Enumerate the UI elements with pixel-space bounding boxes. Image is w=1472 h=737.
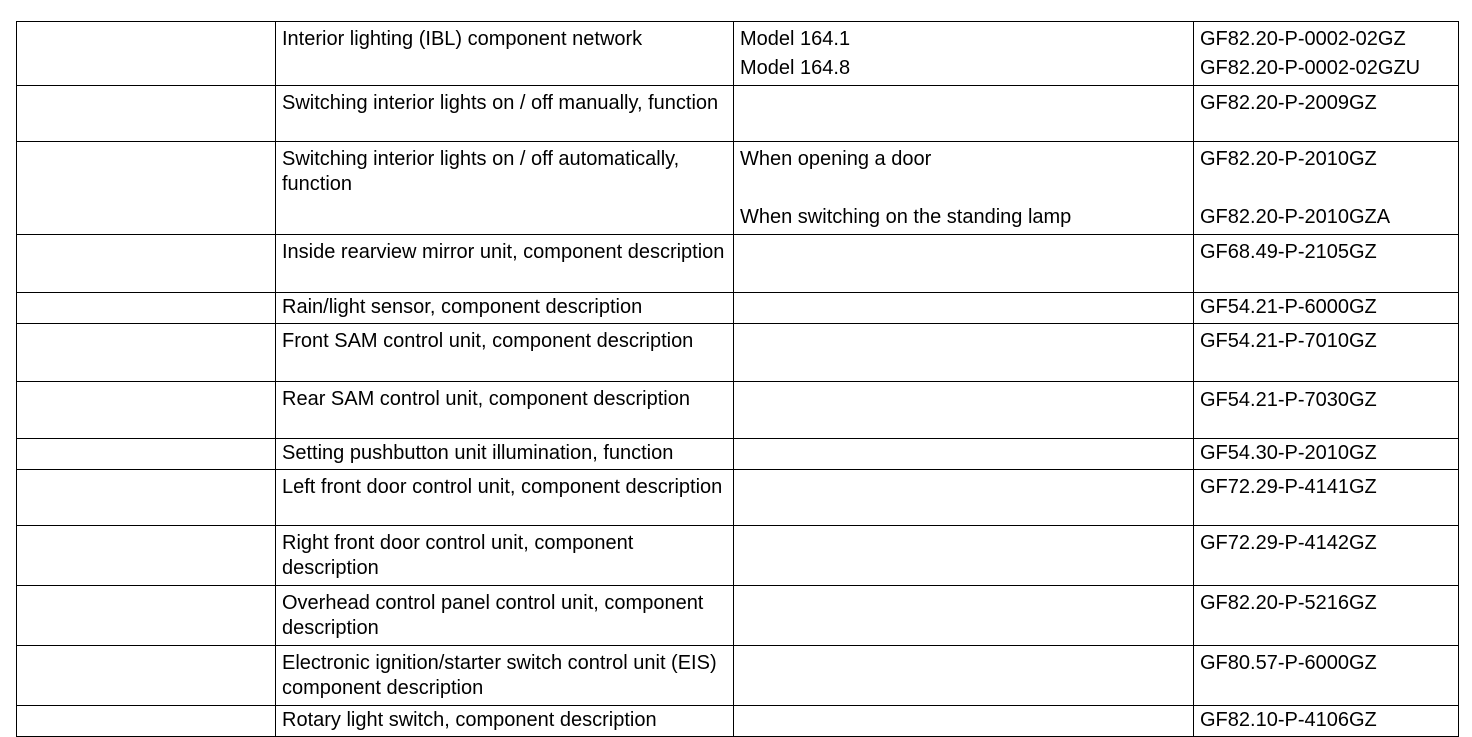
document-title-cell	[276, 526, 734, 586]
reference-cell	[1194, 470, 1459, 526]
document-title-cell	[276, 382, 734, 439]
document-title: Inside rearview mirror unit, component description	[282, 241, 725, 263]
empty-cell	[17, 470, 276, 526]
empty-cell	[17, 235, 276, 293]
document-title: Setting pushbutton unit illumination, function	[282, 442, 674, 464]
empty-cell	[17, 706, 276, 737]
document-title-cell	[276, 235, 734, 293]
condition-text: Model 164.8	[740, 57, 851, 79]
document-title-cell	[276, 470, 734, 526]
document-title: Overhead control panel control unit, component description	[282, 592, 704, 639]
document-title-cell	[276, 646, 734, 706]
document-title-cell	[276, 586, 734, 646]
document-title: Switching interior lights on / off manually, function	[282, 92, 719, 114]
document-title-cell	[276, 86, 734, 142]
document-reference-link[interactable]: GF72.29-P-4142GZ	[1200, 532, 1377, 554]
document-title: Right front door control unit, component description	[282, 532, 634, 579]
condition-text: When opening a door	[740, 148, 932, 170]
reference-cell	[1194, 706, 1459, 737]
empty-cell	[17, 86, 276, 142]
document-reference-link[interactable]: GF80.57-P-6000GZ	[1200, 652, 1377, 674]
condition-cell	[734, 86, 1194, 142]
reference-cell	[1194, 324, 1459, 382]
document-title-cell	[276, 142, 734, 235]
reference-table	[16, 21, 1459, 737]
document-reference-link[interactable]: GF68.49-P-2105GZ	[1200, 241, 1377, 263]
reference-table-body	[17, 22, 1459, 737]
document-title-cell	[276, 293, 734, 324]
condition-cell	[734, 382, 1194, 439]
document-title: Switching interior lights on / off automatically, function	[282, 148, 680, 195]
condition-cell	[734, 470, 1194, 526]
empty-cell	[17, 439, 276, 470]
document-title: Rotary light switch, component description	[282, 709, 657, 731]
document-reference-link[interactable]: GF82.20-P-5216GZ	[1200, 592, 1377, 614]
table-row	[17, 706, 1459, 737]
table-row	[17, 235, 1459, 293]
document-title: Interior lighting (IBL) component network	[282, 28, 643, 50]
empty-cell	[17, 586, 276, 646]
document-reference-link[interactable]: GF54.30-P-2010GZ	[1200, 442, 1377, 464]
document-title-cell	[276, 706, 734, 737]
document-title-cell	[276, 22, 734, 86]
reference-cell	[1194, 382, 1459, 439]
document-reference-link[interactable]: GF54.21-P-6000GZ	[1200, 296, 1377, 318]
condition-cell	[734, 586, 1194, 646]
table-row	[17, 646, 1459, 706]
condition-cell	[734, 526, 1194, 586]
document-reference-link[interactable]: GF82.20-P-0002-02GZU	[1200, 57, 1421, 79]
table-row	[17, 439, 1459, 470]
reference-cell	[1194, 526, 1459, 586]
empty-cell	[17, 646, 276, 706]
reference-cell	[1194, 439, 1459, 470]
document-reference-link[interactable]: GF54.21-P-7030GZ	[1200, 389, 1377, 411]
document-title-cell	[276, 439, 734, 470]
reference-cell	[1194, 586, 1459, 646]
condition-cell	[734, 293, 1194, 324]
reference-cell	[1194, 293, 1459, 324]
document-reference-link[interactable]: GF54.21-P-7010GZ	[1200, 330, 1377, 352]
condition-cell	[734, 324, 1194, 382]
document-reference-link[interactable]: GF82.20-P-2009GZ	[1200, 92, 1377, 114]
reference-cell	[1194, 142, 1459, 235]
empty-cell	[17, 382, 276, 439]
document-reference-link[interactable]: GF82.20-P-2010GZ	[1200, 148, 1377, 170]
condition-cell	[734, 22, 1194, 86]
condition-text: Model 164.1	[740, 28, 851, 50]
empty-cell	[17, 142, 276, 235]
document-reference-link[interactable]: GF72.29-P-4141GZ	[1200, 476, 1377, 498]
empty-cell	[17, 293, 276, 324]
condition-cell	[734, 646, 1194, 706]
reference-cell	[1194, 22, 1459, 86]
document-title: Electronic ignition/starter switch control unit (EIS) component description	[282, 652, 717, 699]
document-title: Rear SAM control unit, component description	[282, 388, 690, 410]
document-reference-link[interactable]: GF82.20-P-0002-02GZ	[1200, 28, 1406, 50]
reference-cell	[1194, 646, 1459, 706]
reference-cell	[1194, 86, 1459, 142]
table-row	[17, 293, 1459, 324]
table-row	[17, 382, 1459, 439]
empty-cell	[17, 22, 276, 86]
document-title-cell	[276, 324, 734, 382]
condition-cell	[734, 706, 1194, 737]
table-row	[17, 86, 1459, 142]
table-row	[17, 586, 1459, 646]
document-title: Left front door control unit, component description	[282, 476, 723, 498]
table-row	[17, 22, 1459, 86]
condition-cell	[734, 439, 1194, 470]
document-reference-link[interactable]: GF82.20-P-2010GZA	[1200, 206, 1391, 228]
condition-cell	[734, 142, 1194, 235]
condition-cell	[734, 235, 1194, 293]
empty-cell	[17, 324, 276, 382]
document-title: Rain/light sensor, component description	[282, 296, 643, 318]
condition-text: When switching on the standing lamp	[740, 206, 1072, 228]
empty-cell	[17, 526, 276, 586]
table-row	[17, 526, 1459, 586]
document-reference-link[interactable]: GF82.10-P-4106GZ	[1200, 709, 1377, 731]
table-row	[17, 324, 1459, 382]
reference-cell	[1194, 235, 1459, 293]
document-title: Front SAM control unit, component description	[282, 330, 694, 352]
table-row	[17, 142, 1459, 235]
table-row	[17, 470, 1459, 526]
